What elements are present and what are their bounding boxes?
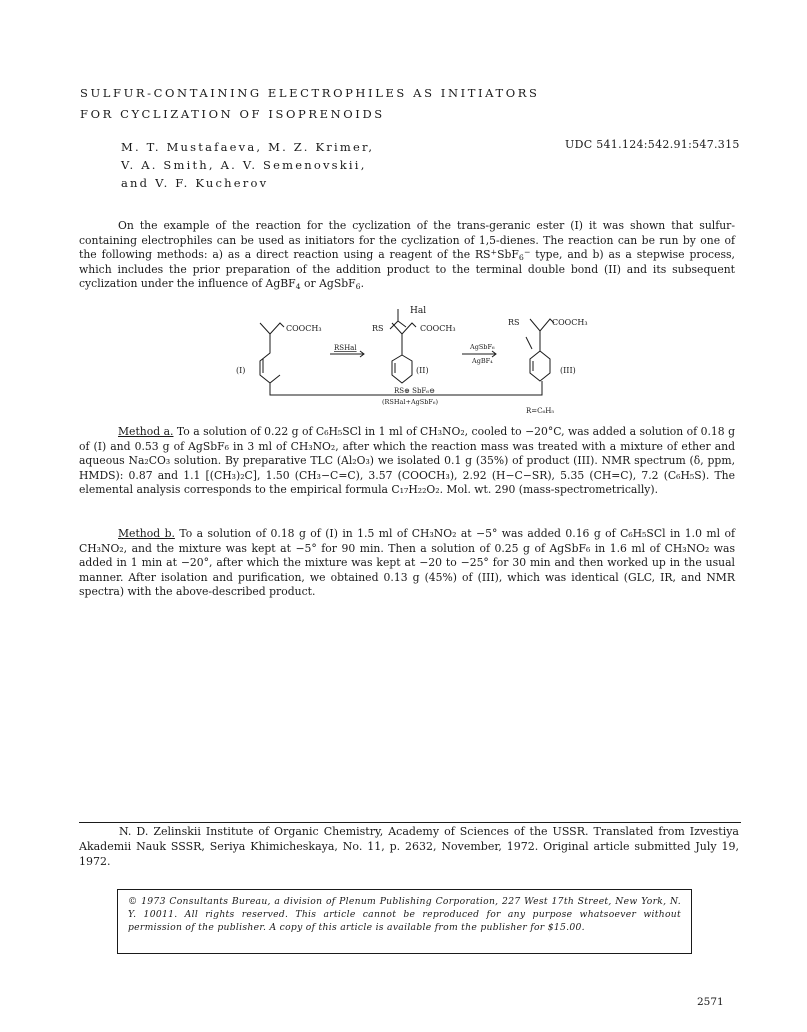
scheme-bottom-reagent-2: (RSHal+AgSbF₆) <box>382 398 439 406</box>
scheme-label-III: (III) <box>560 366 576 375</box>
abstract <box>79 219 735 292</box>
abstract-sup-minus: − <box>523 247 531 257</box>
abstract-text-2: SbF <box>497 248 519 261</box>
scheme-rs-right: RS <box>508 318 520 327</box>
method-b-label: Method b. <box>118 527 175 540</box>
method-a-label: Method a. <box>118 425 174 438</box>
scheme-label-II: (II) <box>416 366 429 375</box>
scheme-label-I: (I) <box>236 366 246 375</box>
authors-line-1: M. T. Mustafaeva, M. Z. Krimer, <box>121 140 375 154</box>
abstract-text-5: . <box>360 277 365 290</box>
scheme-cooch3-2: COOCH₃ <box>420 324 456 333</box>
authors-line-2: V. A. Smith, A. V. Semenovskii, <box>121 158 367 172</box>
method-a-text: To a solution of 0.22 g of C₆H₅SCl in 1 ml of CH₃NO₂, cooled to −20°C, was added a solution of 0.18 g of (I) and 0.53 g of AgSbF₆ in 3 ml of CH₃NO₂, after which the reaction mass was treated with a mixture of ether and aqueous Na₂CO₃ solution. By preparative TLC (Al₂O₃) we isolated 0.1 g (35%) of product (III). NMR spectrum (δ, ppm, HMDS): 0.87 and 1.1 [(CH₃)₂C], 1.50 (CH₃−C=C), 3.57 (COOCH₃), 2.92 (H−C−SR), 5.35 (CH=C), 7.2 (C₆H₅S). The elemental analysis corresponds to the empirical formula C₁₇H₂₂O₂. Mol. wt. 290 (mass-spectrometrically). <box>79 425 736 496</box>
scheme-r-definition: R=C₆H₅ <box>526 407 555 415</box>
page-number: 2571 <box>697 996 724 1008</box>
copyright-text: © 1973 Consultants Bureau, a division of Plenum Publishing Corporation, 227 West 17th Street, New York, N. Y. 10011. All rights reserved. This article cannot be reproduced for any purpose whatsoever without permission of the publisher. A copy of this article is available from the publisher for $15.00. <box>128 896 681 933</box>
scheme-reagent-agsbf6: AgSbF₆ <box>470 343 495 351</box>
title-line-1: SULFUR-CONTAINING ELECTROPHILES AS INITIATORS <box>80 86 540 100</box>
abstract-sub-6b: 6 <box>355 281 361 291</box>
title-line-2: FOR CYCLIZATION OF ISOPRENOIDS <box>80 107 385 121</box>
authors-line-3: and V. F. Kucherov <box>121 176 269 190</box>
abstract-text-3: type, and b) as a stepwise process, which includes the prior preparation of the addition product to the terminal double bond (II) and its subsequent cyclization under the influence of AgBF <box>79 248 735 290</box>
affiliation-text: N. D. Zelinskii Institute of Organic Chemistry, Academy of Sciences of the USSR. Translated from Izvestiya Akademii Nauk SSSR, Seriya Khimicheskaya, No. 11, p. 2632, November, 1972. Original article submitted July 19, 1972. <box>79 825 739 868</box>
scheme-bottom-reagent: RS⊕ SbF₆⊖ <box>394 387 435 395</box>
scheme-cooch3-3: COOCH₃ <box>552 318 588 327</box>
scheme-reagent-rshal: RSHal <box>334 344 357 352</box>
scheme-cooch3-1: COOCH₃ <box>286 324 322 333</box>
method-b-text: To a solution of 0.18 g of (I) in 1.5 ml of CH₃NO₂ at −5° was added 0.16 g of C₆H₅SCl in 1.0 ml of CH₃NO₂, and the mixture was kept at −5° for 90 min. Then a solution of 0.25 g of AgSbF₆ in 1.6 ml of CH₃NO₂ was added in 1 min at −20°, after which the mixture was kept at −20 to −25° for 30 min and then worked up in the usual manner. After isolation and purification, we obtained 0.13 g (45%) of (III), which was identical (GLC, IR, and NMR spectra) with the above-described product. <box>79 527 735 598</box>
copyright-box <box>117 889 692 954</box>
footnote-rule <box>79 822 741 823</box>
abstract-text-1: On the example of the reaction for the cyclization of the trans-geranic ester (I) it was shown that sulfur-containing electrophiles can be used as initiators for the cyclization of 1,5-dienes. The reaction can be run by one of the following methods: a) as a direct reaction using a reagent of the RS <box>79 219 735 261</box>
abstract-sub-6: 6 <box>518 252 524 262</box>
method-b-paragraph <box>79 527 735 600</box>
reaction-scheme <box>230 303 590 415</box>
article-title <box>80 83 539 125</box>
scheme-reagent-agbf4: AgBF₄ <box>472 357 493 365</box>
abstract-text-4: or AgSbF <box>300 277 356 290</box>
abstract-sup-plus: + <box>490 247 498 257</box>
abstract-sub-4: 4 <box>295 281 301 291</box>
udc-code: UDC 541.124:542.91:547.315 <box>565 138 740 151</box>
author-list <box>121 138 374 192</box>
scheme-rs-left: RS <box>372 324 384 333</box>
scheme-hal: Hal <box>410 306 427 316</box>
affiliation-footnote <box>79 824 739 869</box>
method-a-paragraph <box>79 425 735 498</box>
